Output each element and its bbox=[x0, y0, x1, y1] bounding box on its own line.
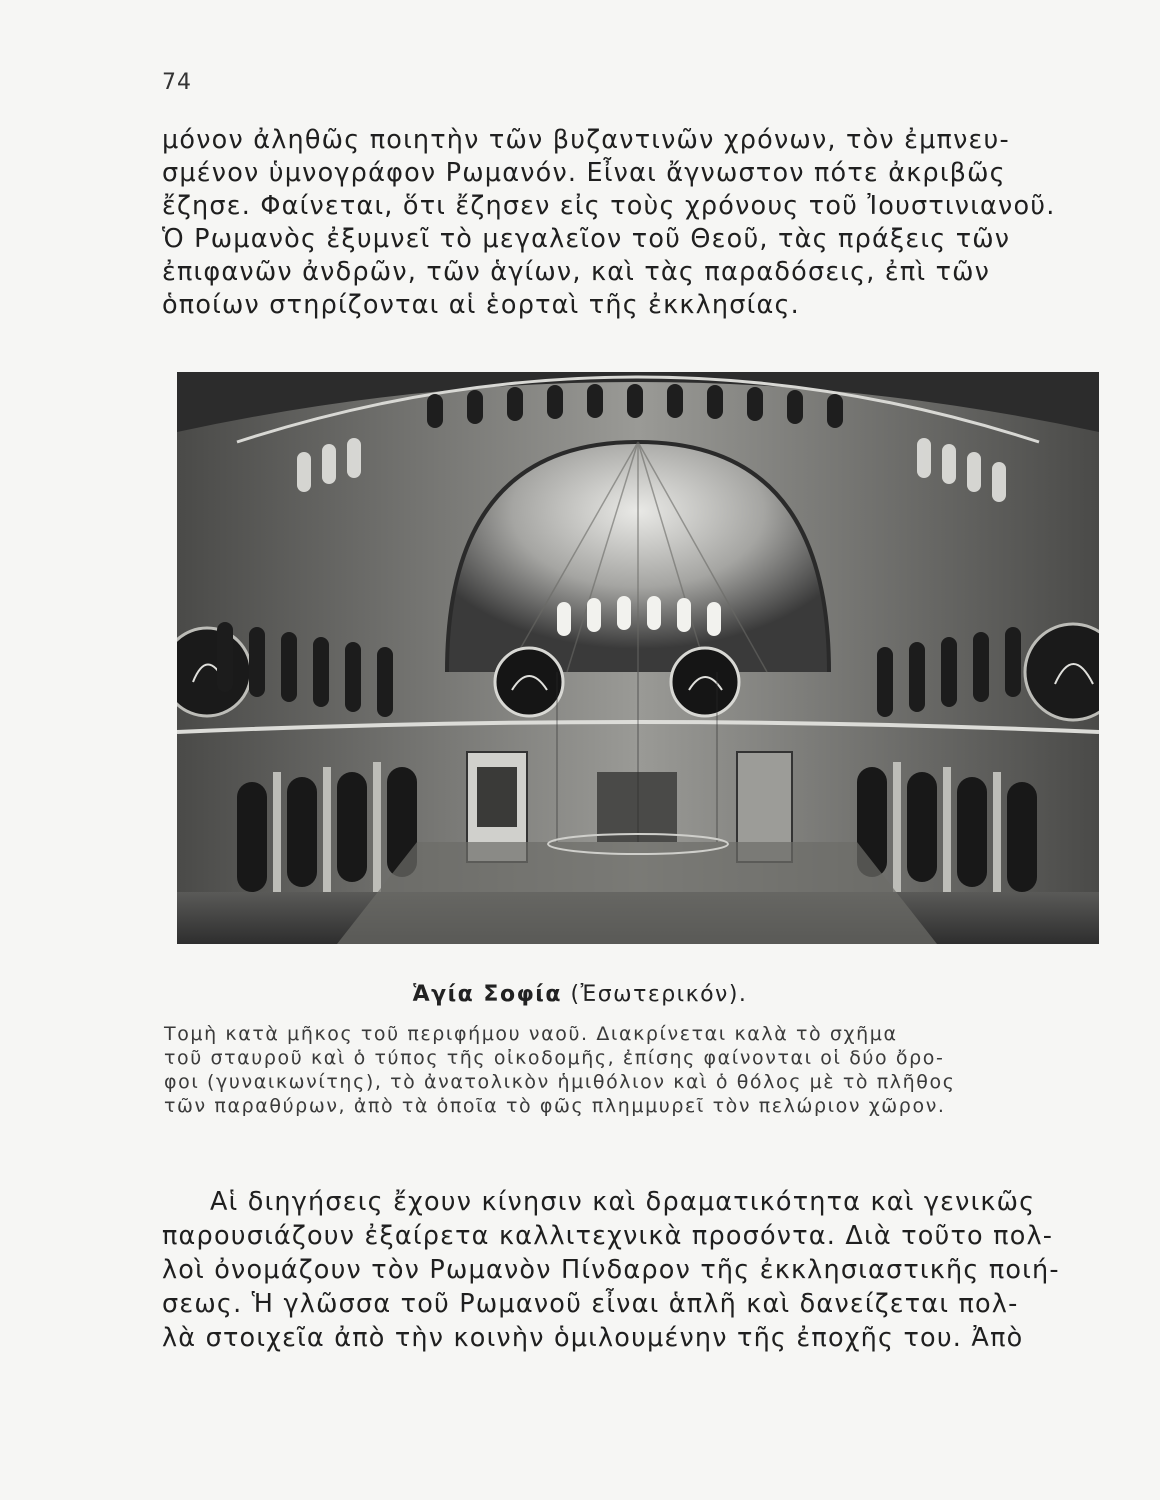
caption-line: φοι (γυναικωνίτης), τὸ ἀνατολικὸν ἡμιθόλιον καὶ ὁ θόλος μὲ τὸ πλῆθος bbox=[164, 1071, 956, 1093]
top-paragraph bbox=[162, 124, 1102, 322]
figure-caption-title bbox=[0, 982, 1160, 1007]
paragraph-line: λοὶ ὀνομάζουν τὸν Ρωμανὸν Πίνδαρον τῆς ἐκκλησιαστικῆς ποιή- bbox=[162, 1255, 1060, 1285]
paragraph-line: ἐπιφανῶν ἀνδρῶν, τῶν ἁγίων, καὶ τὰς παραδόσεις, ἐπὶ τῶν bbox=[162, 257, 991, 287]
paragraph-line: Αἱ διηγήσεις ἔχουν κίνησιν καὶ δραματικότητα καὶ γενικῶς bbox=[210, 1187, 1036, 1217]
bottom-paragraph bbox=[162, 1185, 1102, 1355]
caption-line: Τομὴ κατὰ μῆκος τοῦ περιφήμου ναοῦ. Διακρίνεται καλὰ τὸ σχῆμα bbox=[164, 1023, 898, 1045]
paragraph-line: ἔζησε. Φαίνεται, ὅτι ἔζησεν εἰς τοὺς χρόνους τοῦ Ἰουστινιανοῦ. bbox=[162, 191, 1056, 221]
paragraph-line: παρουσιάζουν ἐξαίρετα καλλιτεχνικὰ προσόντα. Διὰ τοῦτο πολ- bbox=[162, 1221, 1054, 1251]
caption-line: τοῦ σταυροῦ καὶ ὁ τύπος τῆς οἰκοδομῆς, ἐπίσης φαίνονται οἱ δύο ὄρο- bbox=[164, 1047, 945, 1069]
paragraph-line: σεως. Ἡ γλῶσσα τοῦ Ρωμανοῦ εἶναι ἁπλῆ καὶ δανείζεται πολ- bbox=[162, 1289, 1019, 1319]
paragraph-line: λὰ στοιχεῖα ἀπὸ τὴν κοινὴν ὁμιλουμένην τῆς ἐποχῆς του. Ἀπὸ bbox=[162, 1323, 1024, 1353]
paragraph-line: σμένον ὑμνογράφον Ρωμανόν. Εἶναι ἄγνωστον πότε ἀκριβῶς bbox=[162, 158, 1006, 188]
caption-line: τῶν παραθύρων, ἀπὸ τὰ ὁποῖα τὸ φῶς πλημμυρεῖ τὸν πελώριον χῶρον. bbox=[164, 1095, 946, 1117]
figure-title: Ἁγία Σοφία bbox=[412, 982, 562, 1007]
photo-illustration bbox=[177, 372, 1099, 944]
figure-caption bbox=[164, 1022, 1104, 1118]
figure-subtitle: (Ἐσωτερικόν). bbox=[570, 982, 748, 1007]
page-number: 74 bbox=[162, 70, 192, 95]
paragraph-line: Ὁ Ρωμανὸς ἐξυμνεῖ τὸ μεγαλεῖον τοῦ Θεοῦ, τὰς πράξεις τῶν bbox=[162, 224, 1011, 254]
paragraph-line: ὁποίων στηρίζονται αἱ ἑορταὶ τῆς ἐκκλησίας. bbox=[162, 290, 800, 320]
paragraph-line: μόνον ἀληθῶς ποιητὴν τῶν βυζαντινῶν χρόνων, τὸν ἐμπνευ- bbox=[162, 125, 1010, 155]
hagia-sophia-interior-photo bbox=[177, 372, 1099, 944]
